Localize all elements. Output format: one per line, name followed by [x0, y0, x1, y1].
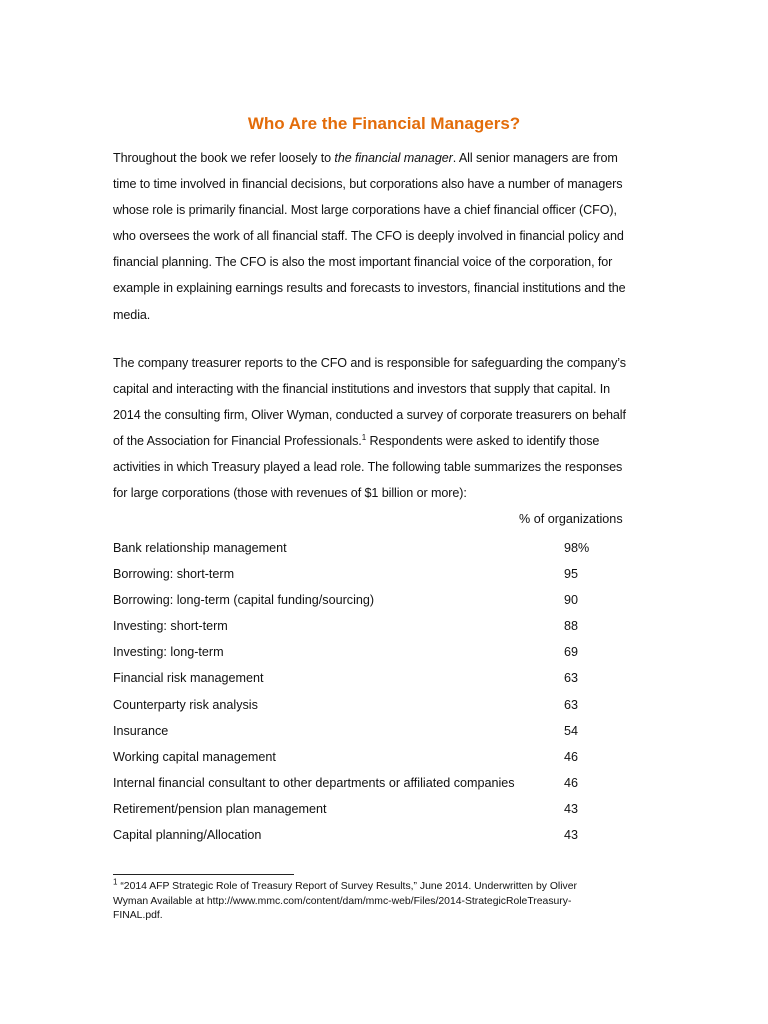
row-value: 63 [564, 697, 579, 712]
table-row [113, 796, 673, 822]
row-label: Investing: long-term [113, 645, 224, 660]
page-title: Who Are the Financial Managers? [247, 114, 521, 133]
paragraph-line: example in explaining earnings results and forecasts to investors, financial institutions and the [113, 281, 626, 296]
row-label: Bank relationship management [113, 541, 287, 555]
footnote-line: Wyman Available at http://www.mmc.com/content/dam/mmc-web/Files/2014-StrategicRoleTreasury- [113, 895, 572, 907]
footnote [113, 877, 643, 924]
table-row [113, 561, 673, 587]
row-label: Capital planning/Allocation [113, 828, 262, 843]
table-row [113, 587, 673, 613]
row-value: 90 [564, 593, 579, 608]
row-label: Counterparty risk analysis [113, 697, 258, 712]
row-value: 43 [564, 801, 579, 816]
paragraph-line: whose role is primarily financial. Most large corporations have a chief financial officer (CFO), [113, 203, 617, 218]
row-label: Internal financial consultant to other departments or affiliated companies [113, 775, 515, 790]
paragraph-line: capital and interacting with the financial institutions and investors that supply that capital. In [113, 382, 611, 397]
row-value: 43 [564, 828, 579, 843]
paragraph-treasurer [113, 350, 658, 507]
table-row [113, 613, 673, 639]
table-row [113, 718, 673, 744]
italic-term: the financial manager [334, 151, 453, 165]
row-value: 54 [564, 723, 579, 738]
paragraph-line: financial planning. The CFO is also the most important financial voice of the corporation, for [113, 255, 613, 270]
footnote-marker: 1 [113, 877, 118, 887]
table-row [113, 770, 673, 796]
row-label: Retirement/pension plan management [113, 801, 327, 816]
paragraph-line: who oversees the work of all financial staff. The CFO is deeply involved in financial policy and [113, 229, 624, 244]
row-label: Insurance [113, 723, 169, 738]
table-row [113, 639, 673, 665]
table-column-header: % of organizations [519, 512, 623, 526]
paragraph-line [113, 428, 658, 454]
footnote-line [113, 877, 643, 895]
row-value: 95 [564, 567, 579, 582]
paragraph-line: 2014 the consulting firm, Oliver Wyman, conducted a survey of corporate treasurers on behalf [113, 408, 626, 423]
paragraph-text: Respondents were asked to identify those [366, 434, 600, 449]
paragraph-text: of the Association for Financial Professionals. [113, 434, 362, 449]
table-row [113, 744, 673, 770]
table-row [113, 535, 673, 561]
treasury-activities-table [113, 535, 673, 848]
row-label: Borrowing: long-term (capital funding/sourcing) [113, 593, 375, 608]
table-row [113, 665, 673, 691]
row-value: 46 [564, 749, 579, 764]
paragraph-line: for large corporations (those with revenues of $1 billion or more): [113, 486, 467, 501]
paragraph-text: Throughout the book we refer loosely to [113, 151, 335, 165]
row-value: 69 [564, 645, 579, 660]
table-row [113, 692, 673, 718]
row-value: 98% [564, 541, 590, 555]
paragraph-financial-manager [113, 145, 658, 328]
row-label: Financial risk management [113, 671, 264, 686]
footnote-line: FINAL.pdf. [113, 910, 163, 921]
row-label: Borrowing: short-term [113, 567, 235, 582]
table-row [113, 822, 673, 848]
paragraph-text: . All senior managers are from [452, 151, 618, 165]
paragraph-line: The company treasurer reports to the CFO and is responsible for safeguarding the company’s [113, 356, 626, 370]
row-label: Working capital management [113, 749, 276, 764]
paragraph-line: time to time involved in financial decisions, but corporations also have a number of managers [113, 177, 623, 192]
footnote-text: “2014 AFP Strategic Role of Treasury Report of Survey Results,” June 2014. Underwritten by Oliver [117, 881, 577, 892]
footnote-reference[interactable]: 1 [361, 433, 367, 443]
row-value: 63 [564, 671, 579, 686]
footnote-divider [113, 874, 294, 875]
row-label: Investing: short-term [113, 619, 228, 634]
row-value: 88 [564, 619, 579, 634]
paragraph-line: media. [113, 307, 151, 322]
row-value: 46 [564, 775, 579, 790]
paragraph-line [113, 145, 658, 171]
paragraph-line: activities in which Treasury played a lead role. The following table summarizes the responses [113, 460, 623, 475]
